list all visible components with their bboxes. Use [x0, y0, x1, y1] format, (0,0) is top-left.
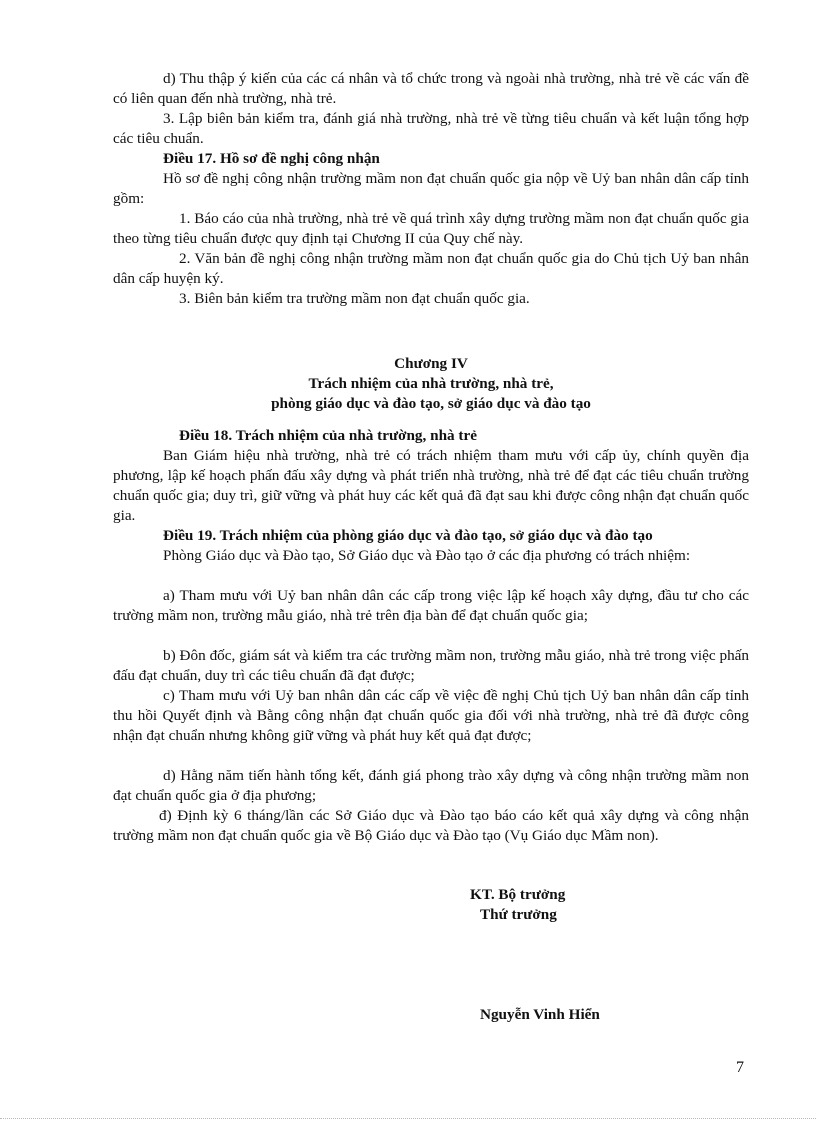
article-19-item-dd: đ) Định kỳ 6 tháng/lần các Sở Giáo dục và Đào tạo báo cáo kết quả xây dựng và công nhận trường mầm non đạt chuẩn quốc gia về Bộ Giáo dục và Đào tạo (Vụ Giáo dục Mầm non). — [113, 807, 749, 844]
article-19-item-a: a) Tham mưu với Uỷ ban nhân dân các cấp trong việc lập kế hoạch xây dựng, đầu tư cho các trường mầm non, trường mẫu giáo, nhà trẻ trên địa bàn để đạt chuẩn quốc gia; — [113, 587, 749, 624]
chapter-title-line1: Trách nhiệm của nhà trường, nhà trẻ, — [308, 375, 554, 392]
article-19-item-b: b) Đôn đốc, giám sát và kiểm tra các trường mầm non, trường mẫu giáo, nhà trẻ trong việc phấn đấu đạt chuẩn, duy trì các tiêu chuẩn đã đạt được; — [113, 647, 749, 684]
chapter-title-line2: phòng giáo dục và đào tạo, sở giáo dục và đào tạo — [271, 395, 591, 412]
page-bottom-divider — [0, 1118, 816, 1119]
paragraph-collect-opinions: d) Thu thập ý kiến của các cá nhân và tổ chức trong và ngoài nhà trường, nhà trẻ về các vấn đề có liên quan đến nhà trường, nhà trẻ. — [113, 70, 749, 107]
article-18-body: Ban Giám hiệu nhà trường, nhà trẻ có trách nhiệm tham mưu với cấp ủy, chính quyền địa phương, lập kế hoạch phấn đấu xây dựng và phát triển nhà trường, nhà trẻ để đạt các tiêu chuẩn trường chuẩn quốc gia; duy trì, giữ vững và phát huy các kết quả đã đạt sau khi được công nhận đạt chuẩn quốc gia. — [113, 447, 749, 524]
article-17-item-3: 3. Biên bản kiểm tra trường mầm non đạt chuẩn quốc gia. — [179, 290, 530, 307]
article-19-title: Điều 19. Trách nhiệm của phòng giáo dục và đào tạo, sở giáo dục và đào tạo — [163, 527, 653, 544]
article-17-item-1: 1. Báo cáo của nhà trường, nhà trẻ về quá trình xây dựng trường mầm non đạt chuẩn quốc gia theo từng tiêu chuẩn được quy định tại Chương II của Quy chế này. — [113, 210, 749, 247]
article-18-title: Điều 18. Trách nhiệm của nhà trường, nhà trẻ — [179, 427, 477, 444]
article-19-intro: Phòng Giáo dục và Đào tạo, Sở Giáo dục và Đào tạo ở các địa phương có trách nhiệm: — [163, 547, 691, 564]
signatory-name: Nguyễn Vinh Hiển — [480, 1006, 600, 1023]
paragraph-inspection-report: 3. Lập biên bản kiểm tra, đánh giá nhà trường, nhà trẻ về từng tiêu chuẩn và kết luận tổng hợp các tiêu chuẩn. — [113, 110, 749, 147]
page-number: 7 — [736, 1059, 744, 1076]
signature-title: KT. Bộ trưởng — [470, 886, 566, 903]
article-17-item-2: 2. Văn bản đề nghị công nhận trường mầm non đạt chuẩn quốc gia do Chủ tịch Uỷ ban nhân dân cấp huyện ký. — [113, 250, 749, 287]
article-17-intro: Hồ sơ đề nghị công nhận trường mầm non đạt chuẩn quốc gia nộp về Uỷ ban nhân dân cấp tỉnh gồm: — [113, 170, 749, 207]
article-19-item-d: d) Hằng năm tiến hành tổng kết, đánh giá phong trào xây dựng và công nhận trường mầm non đạt chuẩn quốc gia ở địa phương; — [113, 767, 749, 804]
chapter-number: Chương IV — [394, 355, 468, 372]
signature-subtitle: Thứ trưởng — [480, 906, 557, 923]
article-19-item-c: c) Tham mưu với Uỷ ban nhân dân các cấp về việc đề nghị Chủ tịch Uỷ ban nhân dân cấp tỉnh thu hồi Quyết định và Bằng công nhận đạt chuẩn quốc gia đối với nhà trường, nhà trẻ đã được công nhận đạt chuẩn nhưng không giữ vững và phát huy kết quả đạt được; — [113, 687, 749, 744]
article-17-title: Điều 17. Hồ sơ đề nghị công nhận — [163, 150, 380, 167]
